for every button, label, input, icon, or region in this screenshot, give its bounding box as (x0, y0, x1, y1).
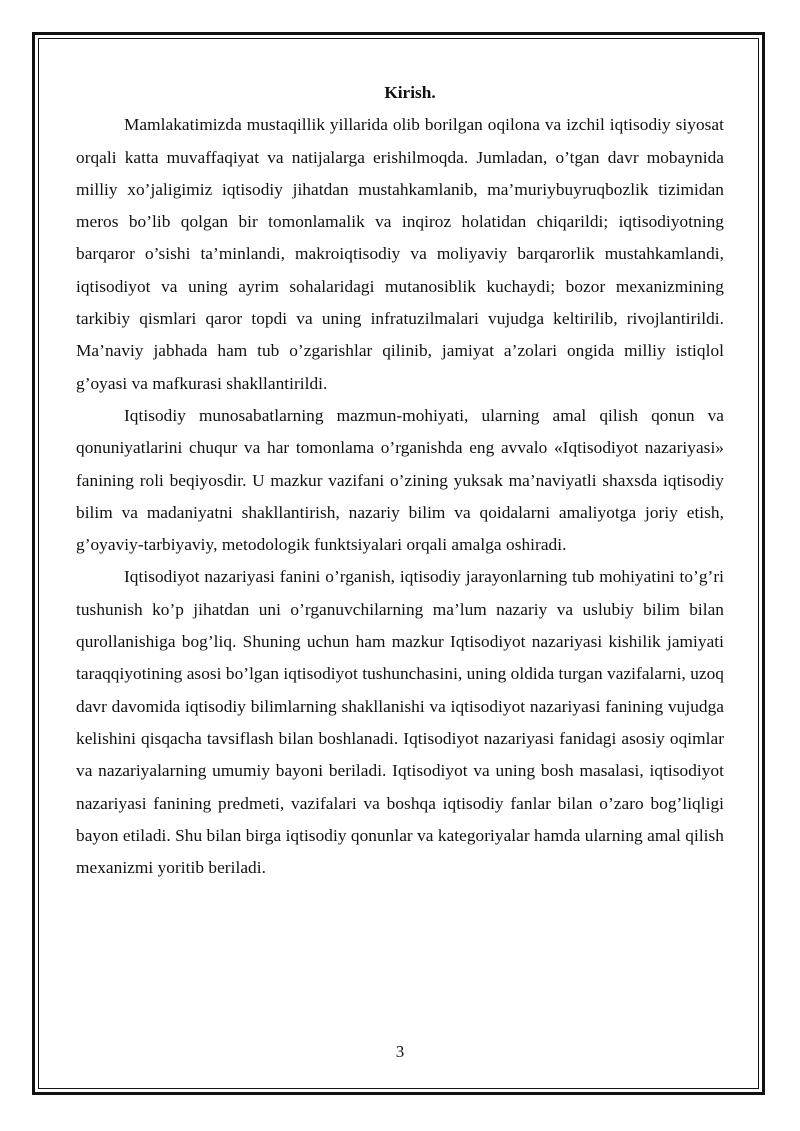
paragraph-3: Iqtisodiyot nazariyasi fanini o’rganish, iqtisodiy jarayonlarning tub mohiyatini to’g’ri tushunish ko’p jihatdan uni o’rganuvchilarning ma’lum nazariy va uslubiy bilim bilan qurollanishiga bog’liq. Shuning uchun ham mazkur Iqtisodiyot nazariyasi kishilik jamiyati taraqqiyotining asosi bo’lgan iqtisodiyot tushunchasini, uning oldida turgan vazifalarni, uzoq davr davomida iqtisodiy bilimlarning shakllanishi va iqtisodiyot nazariyasi fanining vujudga kelishini qisqacha tavsiflash bilan boshlanadi. Iqtisodiyot nazariyasi fanidagi asosiy oqimlar va nazariyalarning umumiy bayoni beriladi. Iqtisodiyot va uning bosh masalasi, iqtisodiyot nazariyasi fanining predmeti, vazifalari va boshqa iqtisodiy fanlar bilan o’zaro bog’liqligi bayon etiladi. Shu bilan birga iqtisodiy qonunlar va kategoriyalar hamda ularning amal qilish mexanizmi yoritib beriladi. (76, 567, 724, 878)
page-number: 3 (395, 1042, 405, 1061)
document-body (76, 77, 724, 884)
paragraph-2: Iqtisodiy munosabatlarning mazmun-mohiyati, ularning amal qilish qonun va qonuniyatlarini chuqur va har tomonlama o’rganishda eng avvalo «Iqtisodiyot nazariyasi» fanining roli beqiyosdir. U mazkur vazifani o’zining yuksak ma’naviyatli shaxsda iqtisodiy bilim va madaniyatni shakllantirish, nazariy bilim va qoidalarni amaliyotga joriy etish, g’oyaviy-tarbiyaviy, metodologik funktsiyalari orqali amalga oshiradi. (76, 405, 724, 555)
paragraph-1: Mamlakatimizda mustaqillik yillarida olib borilgan oqilona va izchil iqtisodiy siyosat orqali katta muvaffaqiyat va natijalarga erishilmoqda. Jumladan, o’tgan davr mobaynida milliy xo’jaligimiz iqtisodiy jihatdan mustahkamlanib, ma’muriybuyruqbozlik tizimidan meros bo’lib qolgan bir tomonlamalik va inqiroz holatidan chiqarildi; iqtisodiyotning barqaror o’sishi ta’minlandi, makroiqtisodiy va moliyaviy barqarorlik mustahkamlandi, iqtisodiyot va uning ayrim sohalaridagi mutanosiblik kuchaydi; bozor mexanizmining tarkibiy qismlari qaror topdi va uning infratuzilmalari vujudga keltirilib, rivojlantirildi. Ma’naviy jabhada ham tub o’zgarishlar qilinib, jamiyat a’zolari ongida milliy istiqlol g’oyasi va mafkurasi shakllantirildi. (76, 115, 724, 393)
section-title: Kirish. (384, 83, 436, 102)
